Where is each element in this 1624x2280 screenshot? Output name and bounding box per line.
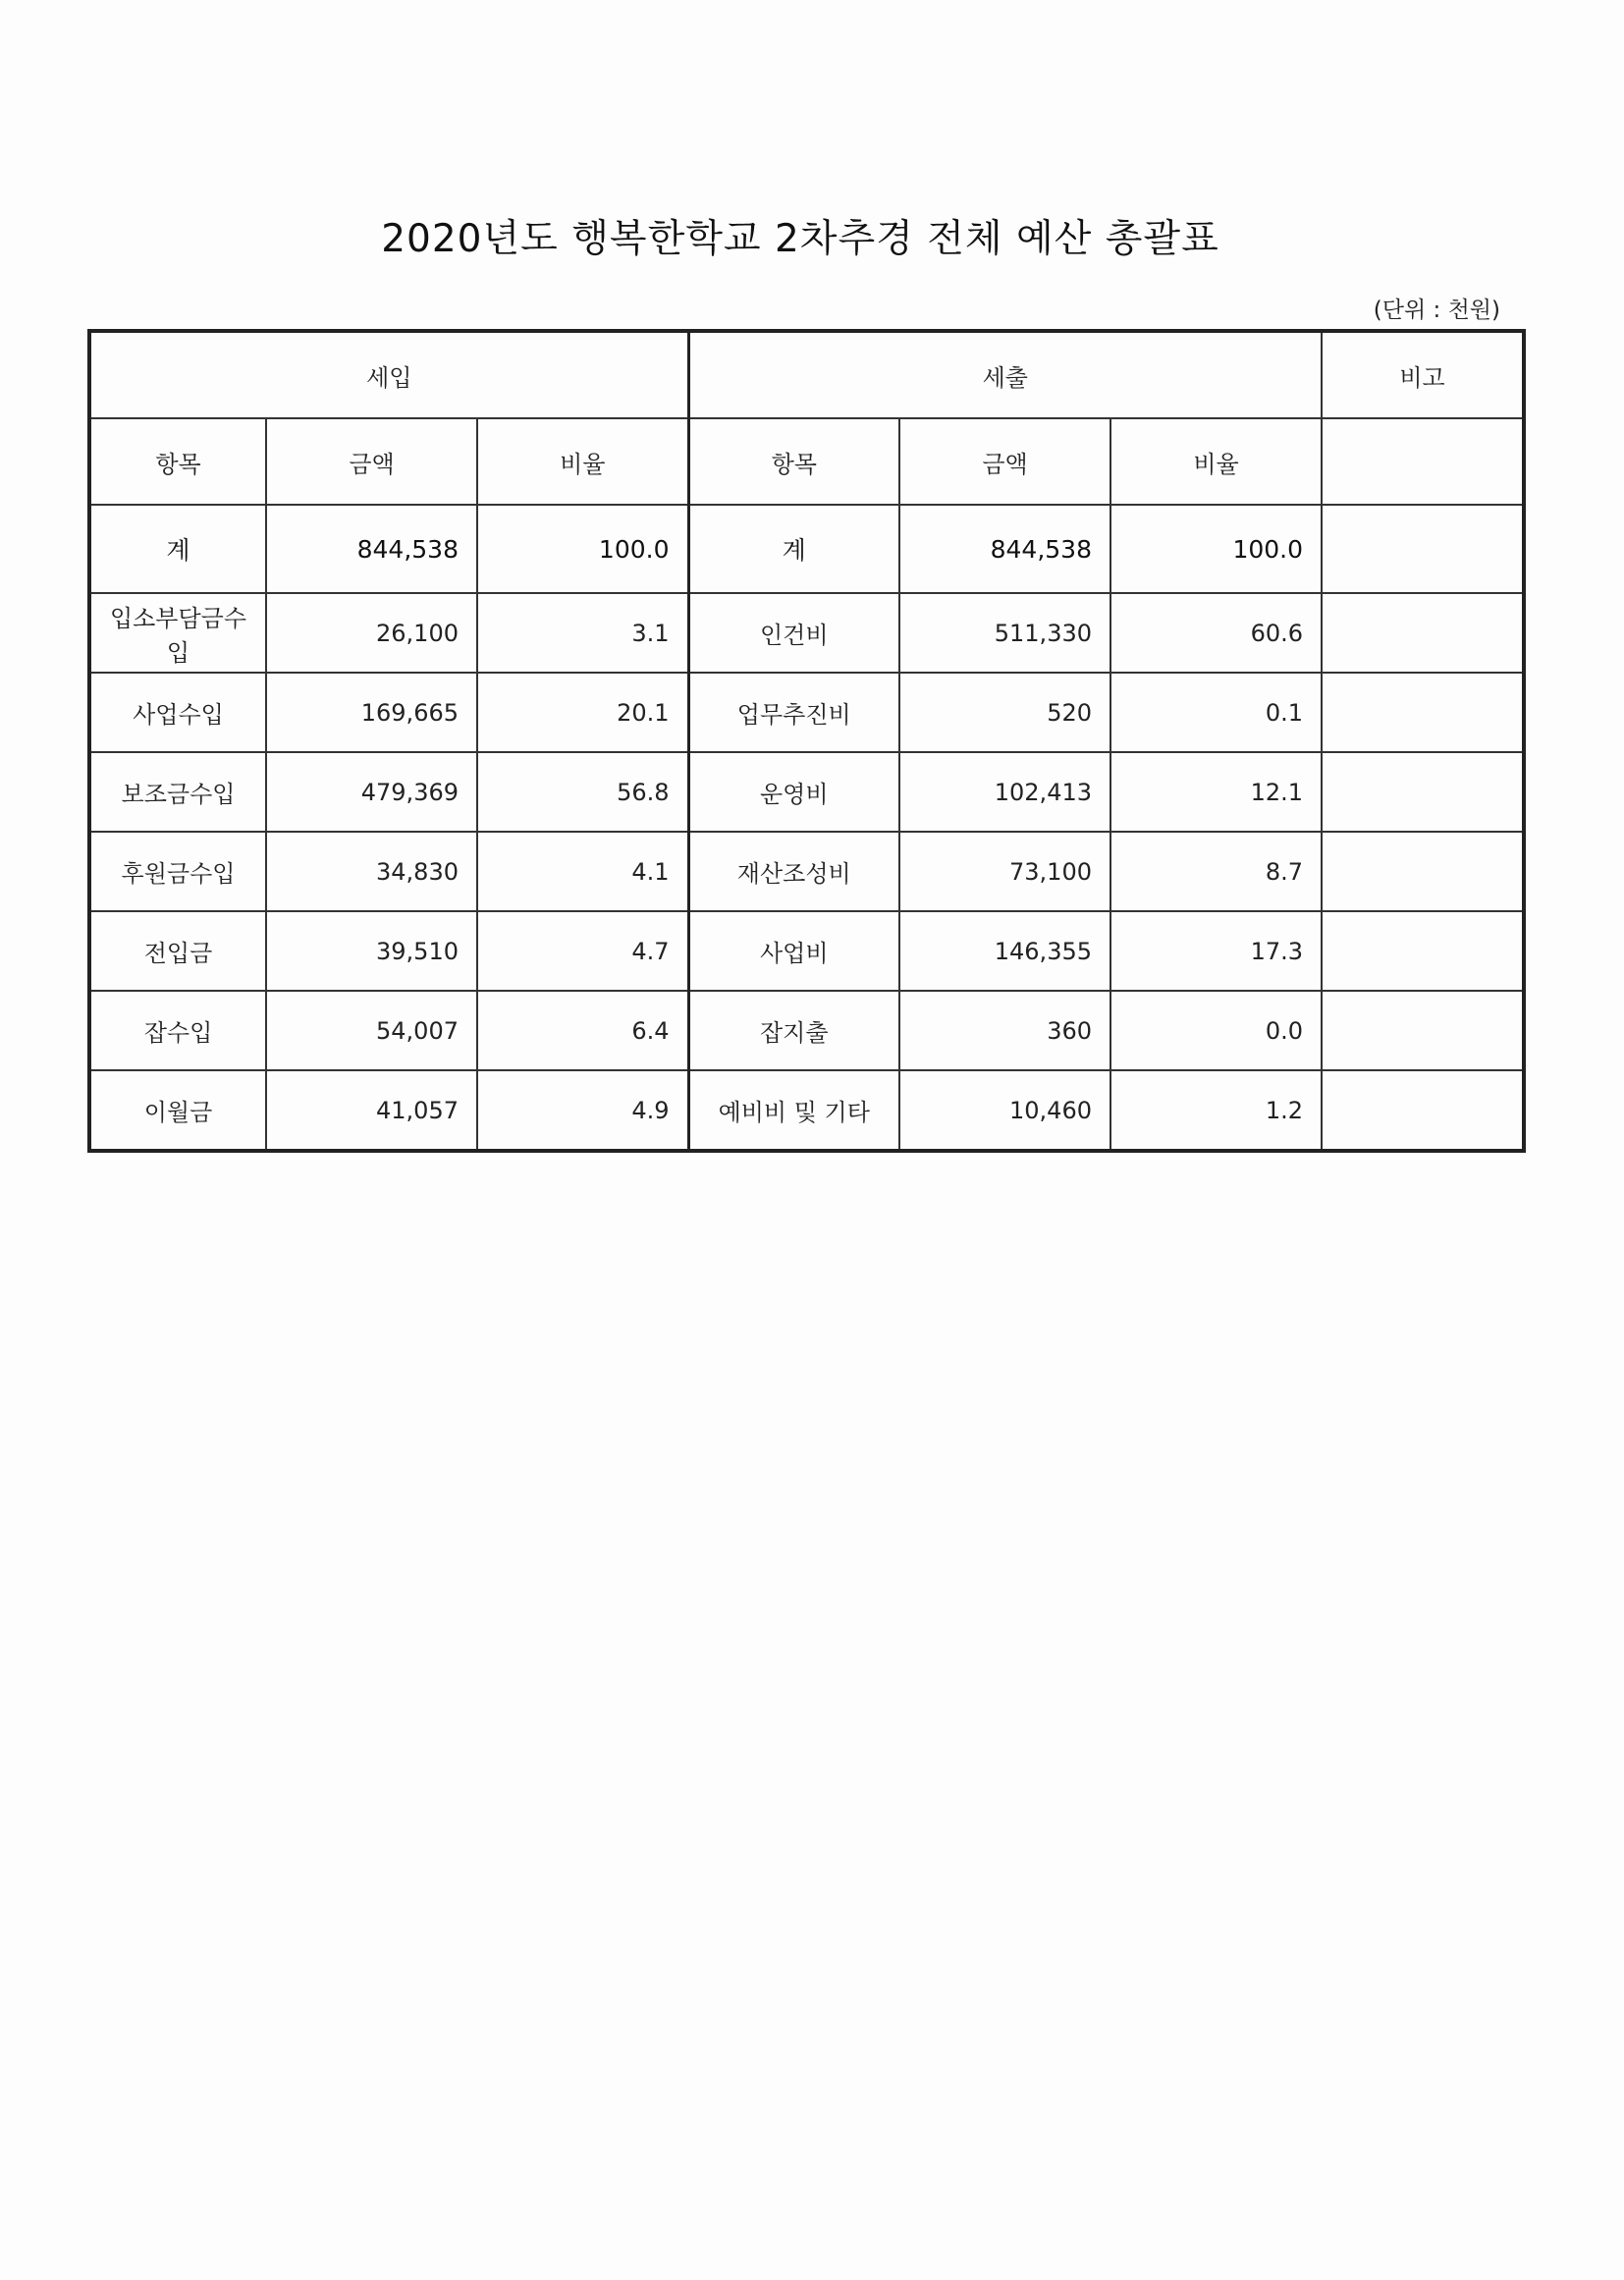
revenue-item: 이월금 [89,1070,266,1151]
remarks-cell [1322,991,1524,1070]
revenue-item: 후원금수입 [89,832,266,911]
table-row [89,593,1524,673]
expenditure-item: 운영비 [688,752,899,832]
header-row-columns [89,418,1524,505]
remarks-subheader [1322,418,1524,505]
revenue-amount: 26,100 [266,593,477,673]
revenue-ratio: 20.1 [477,673,688,752]
remarks-cell [1322,752,1524,832]
expenditure-ratio: 0.0 [1110,991,1322,1070]
revenue-total-ratio: 100.0 [477,505,688,593]
table-row [89,752,1524,832]
expenditure-amount: 520 [899,673,1110,752]
expenditure-ratio: 17.3 [1110,911,1322,991]
revenue-ratio: 4.9 [477,1070,688,1151]
header-row-groups [89,331,1524,418]
total-row [89,505,1524,593]
remarks-cell [1322,1070,1524,1151]
expenditure-total-ratio: 100.0 [1110,505,1322,593]
budget-summary-table [87,329,1526,1153]
remarks-cell [1322,911,1524,991]
revenue-amount-header: 금액 [266,418,477,505]
revenue-amount: 41,057 [266,1070,477,1151]
expenditure-item: 사업비 [688,911,899,991]
revenue-item-header: 항목 [89,418,266,505]
expenditure-amount: 511,330 [899,593,1110,673]
table-row [89,991,1524,1070]
expenditure-amount: 10,460 [899,1070,1110,1151]
expenditure-ratio: 8.7 [1110,832,1322,911]
expenditure-amount: 73,100 [899,832,1110,911]
expenditure-ratio: 1.2 [1110,1070,1322,1151]
expenditure-amount: 102,413 [899,752,1110,832]
expenditure-ratio: 0.1 [1110,673,1322,752]
table-row [89,911,1524,991]
revenue-amount: 39,510 [266,911,477,991]
revenue-ratio: 4.1 [477,832,688,911]
expenditure-item-header: 항목 [688,418,899,505]
page-title: 2020년도 행복한학교 2차추경 전체 예산 총괄표 [381,217,1219,261]
expenditure-ratio-header: 비율 [1110,418,1322,505]
expenditure-header: 세출 [688,331,1322,418]
revenue-item: 전입금 [89,911,266,991]
table-row [89,673,1524,752]
expenditure-ratio: 60.6 [1110,593,1322,673]
expenditure-item: 업무추진비 [688,673,899,752]
revenue-ratio: 4.7 [477,911,688,991]
revenue-amount: 479,369 [266,752,477,832]
revenue-item: 잡수입 [89,991,266,1070]
revenue-ratio: 6.4 [477,991,688,1070]
remarks-header: 비고 [1322,331,1524,418]
revenue-ratio: 56.8 [477,752,688,832]
unit-label: (단위 : 천원) [1373,298,1500,323]
expenditure-amount-header: 금액 [899,418,1110,505]
revenue-total-label: 계 [89,505,266,593]
remarks-cell [1322,832,1524,911]
revenue-item: 입소부담금수입 [89,593,266,673]
total-remarks [1322,505,1524,593]
remarks-cell [1322,593,1524,673]
expenditure-item: 재산조성비 [688,832,899,911]
remarks-cell [1322,673,1524,752]
expenditure-item: 인건비 [688,593,899,673]
expenditure-total-amount: 844,538 [899,505,1110,593]
revenue-item: 사업수입 [89,673,266,752]
revenue-amount: 169,665 [266,673,477,752]
revenue-amount: 54,007 [266,991,477,1070]
revenue-item: 보조금수입 [89,752,266,832]
revenue-total-amount: 844,538 [266,505,477,593]
revenue-ratio-header: 비율 [477,418,688,505]
revenue-ratio: 3.1 [477,593,688,673]
expenditure-item: 예비비 및 기타 [688,1070,899,1151]
revenue-amount: 34,830 [266,832,477,911]
table-row [89,1070,1524,1151]
expenditure-amount: 360 [899,991,1110,1070]
expenditure-amount: 146,355 [899,911,1110,991]
table-row [89,832,1524,911]
expenditure-ratio: 12.1 [1110,752,1322,832]
revenue-header: 세입 [89,331,688,418]
expenditure-item: 잡지출 [688,991,899,1070]
expenditure-total-label: 계 [688,505,899,593]
